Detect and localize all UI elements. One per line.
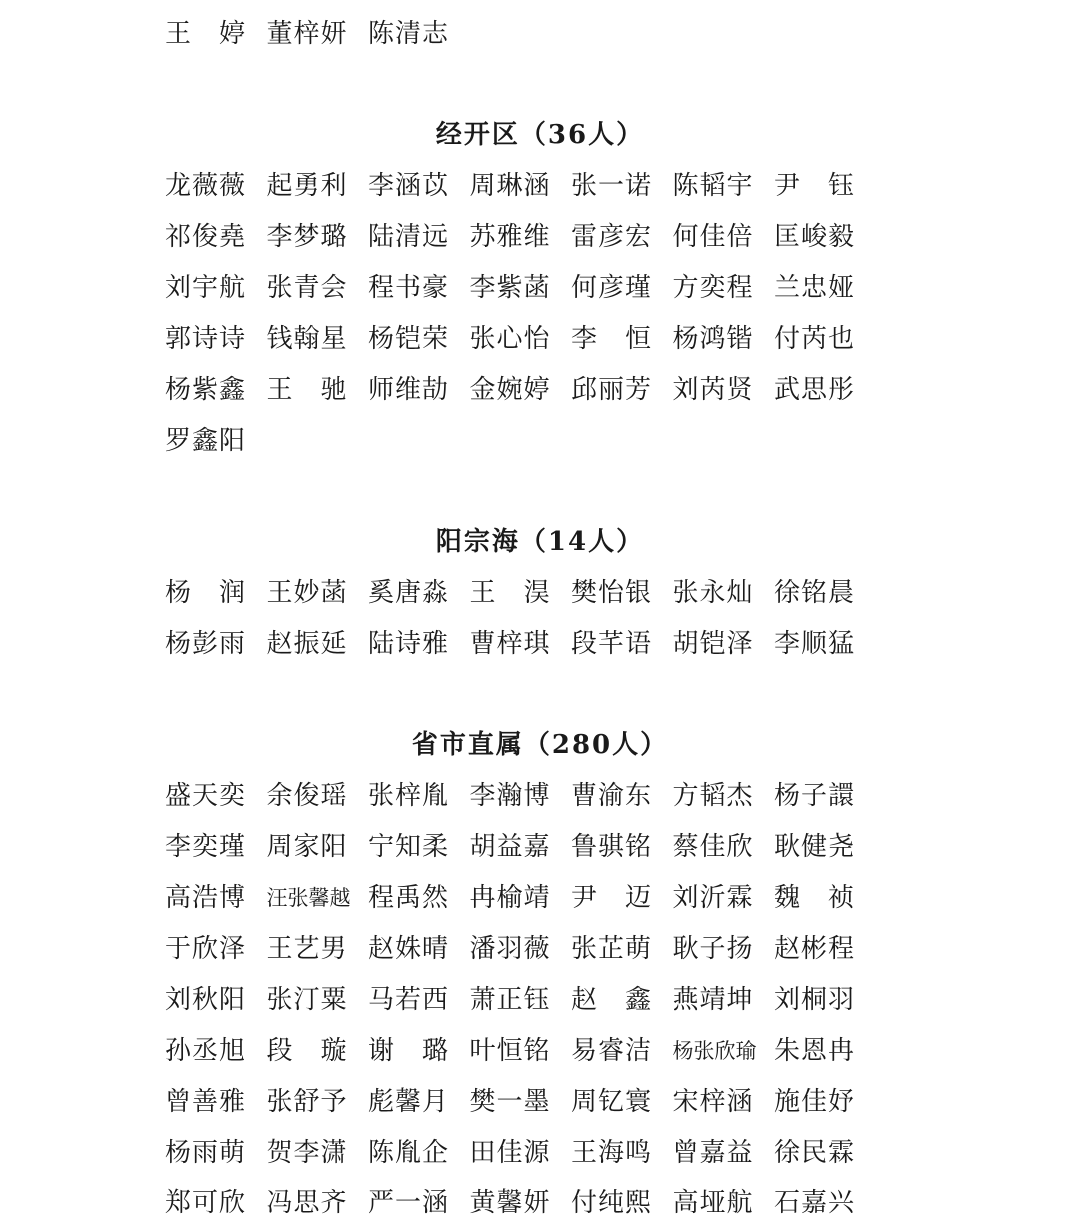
name-entry: 于欣泽 xyxy=(165,934,247,964)
name-entry: 曾善雅 xyxy=(165,1087,247,1117)
name-row xyxy=(165,624,885,664)
name-entry: 李顺猛 xyxy=(774,629,856,659)
name-entry: 叶恒铭 xyxy=(469,1036,551,1066)
name-entry: 杨 润 xyxy=(165,578,247,608)
name-entry: 樊怡银 xyxy=(571,578,653,608)
name-entry: 徐民霖 xyxy=(774,1138,856,1168)
name-entry: 马若西 xyxy=(368,985,450,1015)
name-entry: 施佳妤 xyxy=(774,1087,856,1117)
name-entry: 冉榆靖 xyxy=(469,883,551,913)
name-entry: 孙丞旭 xyxy=(165,1036,247,1066)
name-entry: 余俊瑶 xyxy=(266,781,348,811)
name-entry: 罗鑫阳 xyxy=(165,426,247,456)
name-entry: 李奕瑾 xyxy=(165,832,247,862)
name-entry: 周家阳 xyxy=(266,832,348,862)
name-entry: 杨子譞 xyxy=(774,781,856,811)
name-entry: 曹渝东 xyxy=(571,781,653,811)
name-entry: 杨雨萌 xyxy=(165,1138,247,1168)
name-entry: 萧正钰 xyxy=(469,985,551,1015)
name-entry: 易睿洁 xyxy=(571,1036,653,1066)
name-entry: 赵彬程 xyxy=(774,934,856,964)
name-entry: 尹 迈 xyxy=(571,883,653,913)
name-row xyxy=(165,166,885,206)
name-entry: 金婉婷 xyxy=(469,375,551,405)
name-entry: 杨鸿锴 xyxy=(672,324,754,354)
name-entry: 邱丽芳 xyxy=(571,375,653,405)
name-entry: 赵姝晴 xyxy=(368,934,450,964)
name-entry: 杨铠荣 xyxy=(368,324,450,354)
name-entry: 钱翰星 xyxy=(266,324,348,354)
name-entry: 潘羽薇 xyxy=(469,934,551,964)
name-entry: 方韬杰 xyxy=(672,781,754,811)
name-entry: 张汀粟 xyxy=(266,985,348,1015)
name-entry: 耿健尧 xyxy=(774,832,856,862)
name-entry: 李 恒 xyxy=(571,324,653,354)
name-entry: 赵振延 xyxy=(266,629,348,659)
name-entry: 陈韬宇 xyxy=(672,171,754,201)
name-entry: 程禹然 xyxy=(368,883,450,913)
name-entry: 胡益嘉 xyxy=(469,832,551,862)
name-entry: 龙薇薇 xyxy=(165,171,247,201)
name-entry: 胡铠泽 xyxy=(672,629,754,659)
name-entry: 蔡佳欣 xyxy=(672,832,754,862)
name-entry: 奚唐淼 xyxy=(368,578,450,608)
name-entry: 魏 祯 xyxy=(774,883,856,913)
name-entry: 贺李潇 xyxy=(266,1138,348,1168)
name-entry: 祁俊堯 xyxy=(165,222,247,252)
name-entry: 付芮也 xyxy=(774,324,856,354)
name-entry: 陈胤企 xyxy=(368,1138,450,1168)
name-row xyxy=(165,980,885,1020)
name-entry: 李梦璐 xyxy=(266,222,348,252)
name-row xyxy=(165,1133,885,1173)
name-entry: 杨紫鑫 xyxy=(165,375,247,405)
name-entry: 兰忠娅 xyxy=(774,273,856,303)
name-entry: 段 璇 xyxy=(266,1036,348,1066)
name-entry: 刘芮贤 xyxy=(672,375,754,405)
name-entry: 宋梓涵 xyxy=(672,1087,754,1117)
name-entry: 谢 璐 xyxy=(368,1036,450,1066)
name-entry: 王海鸣 xyxy=(571,1138,653,1168)
name-entry: 燕靖坤 xyxy=(672,985,754,1015)
name-entry: 盛天奕 xyxy=(165,781,247,811)
name-entry: 武思彤 xyxy=(774,375,856,405)
name-entry: 高垭航 xyxy=(672,1188,754,1218)
name-entry: 王 婷 xyxy=(165,19,247,49)
name-entry: 冯思齐 xyxy=(266,1188,348,1218)
name-entry: 徐铭晨 xyxy=(774,578,856,608)
name-row xyxy=(165,1031,885,1071)
name-entry: 刘秋阳 xyxy=(165,985,247,1015)
name-entry: 郭诗诗 xyxy=(165,324,247,354)
name-entry: 张舒予 xyxy=(266,1087,348,1117)
name-row xyxy=(165,827,885,867)
name-row xyxy=(165,929,885,969)
name-entry: 黄馨妍 xyxy=(469,1188,551,1218)
name-entry: 宁知柔 xyxy=(368,832,450,862)
name-entry: 石嘉兴 xyxy=(774,1188,856,1218)
name-entry: 王艺男 xyxy=(266,934,348,964)
name-entry: 李紫菡 xyxy=(469,273,551,303)
name-entry: 何佳倍 xyxy=(672,222,754,252)
section-heading: 省市直属（280人） xyxy=(411,730,669,760)
name-entry: 严一涵 xyxy=(368,1188,450,1218)
name-entry: 何彦瑾 xyxy=(571,273,653,303)
name-row xyxy=(165,217,885,257)
name-entry: 曹梓琪 xyxy=(469,629,551,659)
name-row xyxy=(165,421,885,461)
name-entry: 匡峻毅 xyxy=(774,222,856,252)
name-entry: 朱恩冉 xyxy=(774,1036,856,1066)
name-entry: 王 驰 xyxy=(266,375,348,405)
name-row xyxy=(165,370,885,410)
section-heading: 阳宗海（14人） xyxy=(435,527,645,557)
name-row xyxy=(165,1183,885,1223)
name-row xyxy=(165,776,885,816)
name-entry: 王 淏 xyxy=(469,578,551,608)
name-entry: 刘宇航 xyxy=(165,273,247,303)
name-entry: 程书豪 xyxy=(368,273,450,303)
section-heading: 经开区（36人） xyxy=(435,120,645,150)
name-row xyxy=(165,14,885,54)
name-entry: 陆清远 xyxy=(368,222,450,252)
name-entry: 段芊语 xyxy=(571,629,653,659)
name-entry: 王妙菡 xyxy=(266,578,348,608)
name-entry: 刘桐羽 xyxy=(774,985,856,1015)
name-entry: 苏雅维 xyxy=(469,222,551,252)
name-entry: 尹 钰 xyxy=(774,171,856,201)
name-entry: 付纯熙 xyxy=(571,1188,653,1218)
name-row xyxy=(165,268,885,308)
name-entry: 雷彦宏 xyxy=(571,222,653,252)
name-entry: 鲁骐铭 xyxy=(571,832,653,862)
name-entry: 董梓妍 xyxy=(266,19,348,49)
name-row xyxy=(165,319,885,359)
name-entry: 周钇寰 xyxy=(571,1087,653,1117)
name-entry: 张青会 xyxy=(266,273,348,303)
name-entry: 陈清志 xyxy=(368,19,450,49)
name-entry: 张芷萌 xyxy=(571,934,653,964)
name-entry: 张心怡 xyxy=(469,324,551,354)
name-entry: 起勇利 xyxy=(266,171,348,201)
name-entry: 李涵苡 xyxy=(368,171,450,201)
name-entry: 高浩博 xyxy=(165,883,247,913)
name-entry: 郑可欣 xyxy=(165,1188,247,1218)
name-entry: 汪张馨越 xyxy=(266,886,351,910)
name-entry: 赵 鑫 xyxy=(571,985,653,1015)
name-entry: 周琳涵 xyxy=(469,171,551,201)
name-row xyxy=(165,878,885,918)
name-entry: 张一诺 xyxy=(571,171,653,201)
name-entry: 张永灿 xyxy=(672,578,754,608)
name-entry: 杨彭雨 xyxy=(165,629,247,659)
name-entry: 杨张欣瑜 xyxy=(672,1039,757,1063)
name-entry: 彪馨月 xyxy=(368,1087,450,1117)
name-entry: 方奕程 xyxy=(672,273,754,303)
name-entry: 师维劼 xyxy=(368,375,450,405)
name-entry: 陆诗雅 xyxy=(368,629,450,659)
name-row xyxy=(165,573,885,613)
name-entry: 李瀚博 xyxy=(469,781,551,811)
name-entry: 曾嘉益 xyxy=(672,1138,754,1168)
name-row xyxy=(165,1082,885,1122)
name-entry: 耿子扬 xyxy=(672,934,754,964)
name-entry: 刘沂霖 xyxy=(672,883,754,913)
name-entry: 张梓胤 xyxy=(368,781,450,811)
name-entry: 田佳源 xyxy=(469,1138,551,1168)
name-entry: 樊一墨 xyxy=(469,1087,551,1117)
